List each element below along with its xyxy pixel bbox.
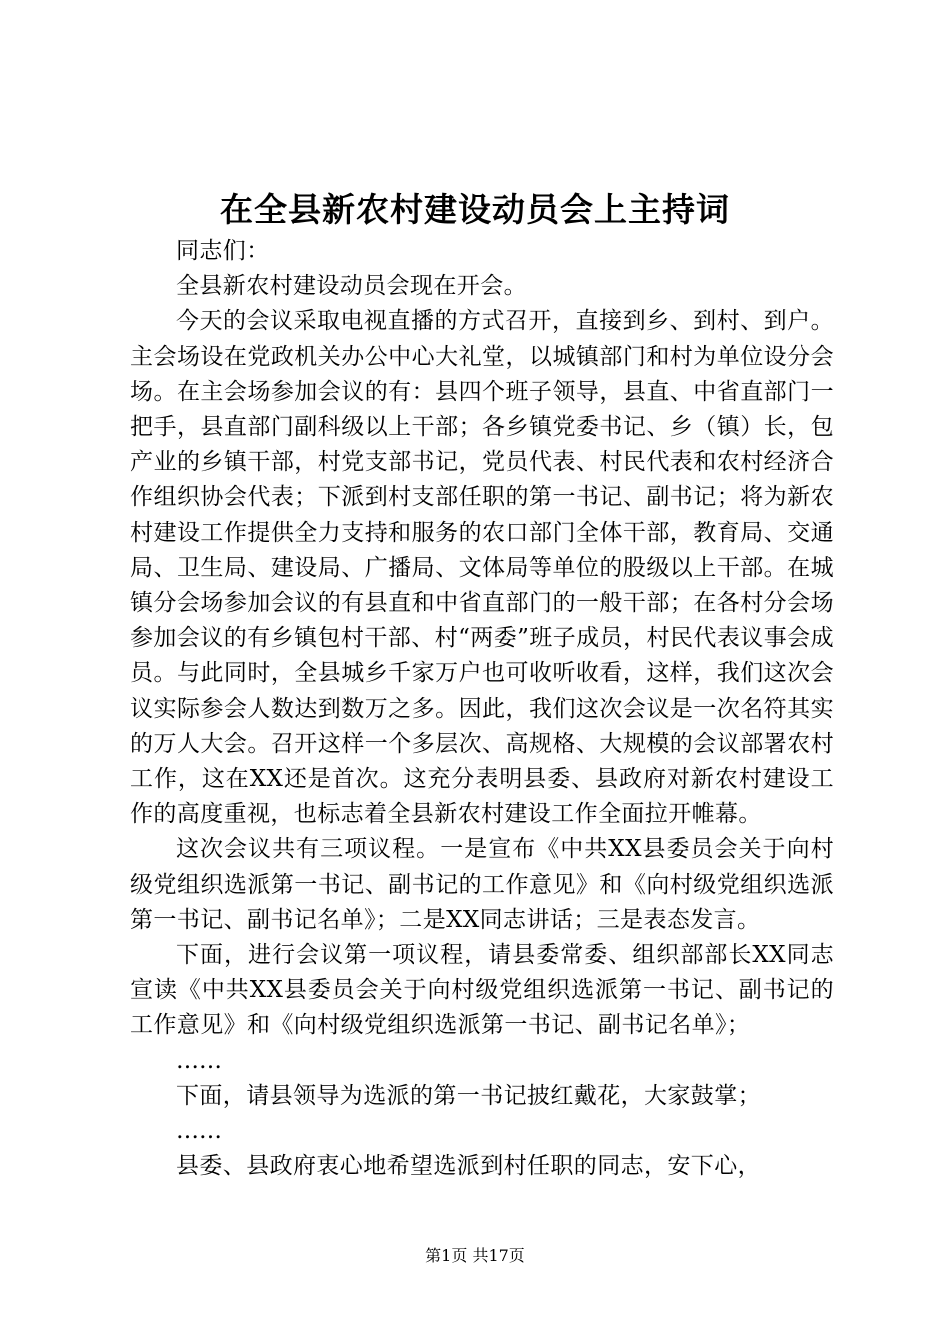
meeting-overview-paragraph: 今天的会议采取电视直播的方式召开，直接到乡、到村、到户。主会场设在党政机关办公中心大礼堂，以城镇部门和村为单位设分会场。在主会场参加会议的有：县四个班子领导，县直、中省直部门一把手，县直部门副科级以上干部；各乡镇党委书记、乡（镇）长，包产业的乡镇干部，村党支部书记，党员代表、村民代表和农村经济合作组织协会代表；下派到村支部任职的第一书记、副书记；将为新农村建设工作提供全力支持和服务的农口部门全体干部，教育局、交通局、卫生局、建设局、广播局、文体局等单位的股级以上干部。在城镇分会场参加会议的有县直和中省直部门的一般干部；在各村分会场参加会议的有乡镇包村干部、村“两委”班子成员，村民代表议事会成员。与此同时，全县城乡千家万户也可收听收看，这样，我们这次会议实际参会人数达到数万之多。因此，我们这次会议是一次名符其实的万人大会。召开这样一个多层次、高规格、大规模的会议部署农村工作，这在XX还是首次。这充分表明县委、县政府对新农村建设工作的高度重视，也标志着全县新农村建设工作全面拉开帷幕。 [130, 308, 834, 828]
first-agenda-item-paragraph: 下面，进行会议第一项议程，请县委常委、组织部部长XX同志宣读《中共XX县委员会关于向村级党组织选派第一书记、副书记的工作意见》和《向村级党组织选派第一书记、副书记名单》； [130, 942, 834, 1039]
document-title: 在全县新农村建设动员会上主持词 [220, 190, 730, 229]
ellipsis-line: …… [176, 1047, 222, 1074]
red-flower-paragraph: 下面，请县领导为选派的第一书记披红戴花，大家鼓掌； [176, 1082, 761, 1109]
page-footer: 第1页 共17页 [425, 1246, 525, 1265]
opening-paragraph: 全县新农村建设动员会现在开会。 [176, 273, 527, 300]
closing-paragraph: 县委、县政府衷心地希望选派到村任职的同志，安下心， [176, 1153, 761, 1180]
salutation-paragraph: 同志们： [176, 238, 270, 264]
ellipsis-line: …… [176, 1118, 222, 1145]
agenda-paragraph: 这次会议共有三项议程。一是宣布《中共XX县委员会关于向村级党组织选派第一书记、副书记的工作意见》和《向村级党组织选派第一书记、副书记名单》；二是XX同志讲话；三是表态发言。 [130, 836, 834, 933]
document-body [130, 234, 834, 1184]
